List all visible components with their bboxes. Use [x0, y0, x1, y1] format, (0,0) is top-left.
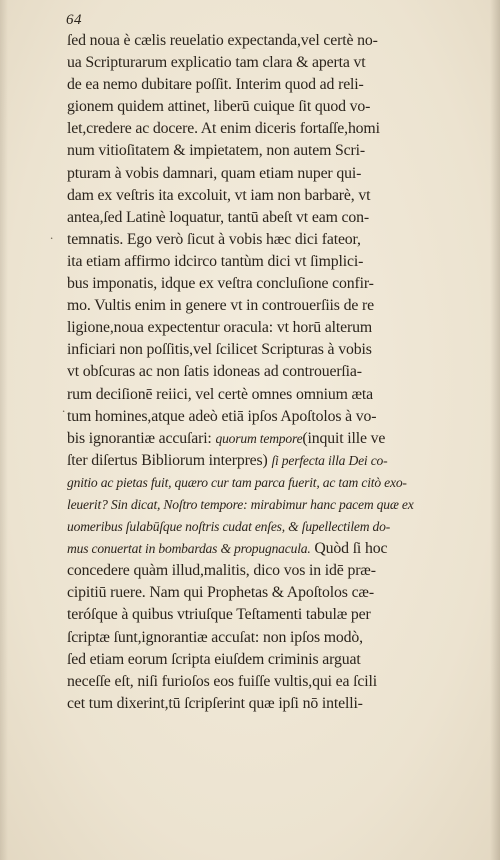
- text-segment: de ea nemo dubitare poſſit. Interim quod ad reli-: [67, 76, 364, 94]
- text-line: [67, 140, 497, 162]
- text-segment: concedere quàm illud,malitis, dico vos in idē præ-: [67, 562, 376, 580]
- text-line: [67, 317, 497, 339]
- text-line: [67, 251, 497, 273]
- text-line: [67, 273, 497, 295]
- text-line: [67, 604, 497, 626]
- text-segment: dam ex veſtris ita excoluit, vt iam non barbarè, vt: [67, 186, 371, 204]
- text-segment: tum homines,atque adeò etiā ipſos Apoſtolos à vo-: [67, 407, 377, 425]
- text-segment: cet tum dixerint,tū ſcripſerint quæ ipſi nō intelli-: [67, 694, 363, 712]
- page-number: 64: [66, 12, 82, 28]
- text-line: [67, 406, 497, 428]
- text-line: [67, 450, 497, 472]
- text-line: [67, 163, 497, 185]
- text-line: [67, 627, 497, 649]
- text-segment: bis ignorantiæ accuſari:: [67, 429, 216, 447]
- text-segment: temnatis. Ego verò ſicut à vobis hæc dici fateor,: [67, 230, 361, 248]
- text-segment: (inquit ille ve: [302, 429, 386, 447]
- text-segment: antea,ſed Latinè loquatur, tantū abeſt vt eam con-: [67, 208, 369, 226]
- text-segment: rum deciſionē reiici, vel certè omnes omnium æta: [67, 385, 374, 403]
- text-segment: neceſſe eſt, niſi furioſos eos fuiſſe vultis,qui ea ſcili: [67, 672, 377, 690]
- text-segment: ſcriptæ ſunt,ignorantiæ accuſat: non ipſos modò,: [67, 628, 363, 646]
- text-line: [67, 229, 497, 251]
- text-segment: pturam à vobis damnari, quam etiam nuper qui-: [67, 164, 362, 182]
- text-segment: num vitioſitatem & impietatem, non autem Scri-: [67, 142, 366, 160]
- body-text: [67, 30, 497, 715]
- text-line: [67, 671, 497, 693]
- text-line: [67, 118, 497, 140]
- text-line: [67, 30, 497, 52]
- text-line: [67, 295, 497, 317]
- text-segment: ita etiam affirmo idcirco tantùm dici vt ſimplici-: [67, 252, 364, 270]
- text-line: [67, 516, 497, 538]
- text-line: [67, 582, 497, 604]
- text-line: [67, 74, 497, 96]
- text-segment: Quòd ſi hoc: [310, 540, 388, 558]
- text-line: [67, 538, 497, 560]
- margin-mark: .: [62, 400, 66, 415]
- text-segment: bus imponatis, idque ex veſtra concluſione confir-: [67, 275, 374, 293]
- page-gutter-shadow: [0, 0, 8, 860]
- text-line: [67, 185, 497, 207]
- italic-quote-segment: mus conuertat in bombardas & propugnacula.: [67, 541, 311, 557]
- text-line: [67, 560, 497, 582]
- text-segment: ſed noua è cælis reuelatio expectanda,vel certè no-: [67, 32, 378, 49]
- text-segment: teróſque à quibus vtriuſque Teſtamenti tabulæ per: [67, 606, 371, 624]
- italic-quote-segment: ſi perfecta illa Dei co-: [271, 452, 388, 468]
- text-line: [67, 361, 497, 383]
- text-segment: ſed etiam eorum ſcripta eiuſdem criminis arguat: [67, 650, 361, 668]
- text-line: [67, 472, 497, 494]
- italic-quote-segment: gnitio ac pietas fuit, quæro cur tam parca fuerit, ac tam citò exo-: [67, 474, 407, 490]
- text-line: [67, 649, 497, 671]
- text-line: [67, 428, 497, 450]
- text-line: [67, 693, 497, 715]
- text-segment: inficiari non poſſitis,vel ſcilicet Scripturas à vobis: [67, 341, 372, 359]
- text-segment: ua Scripturarum explicatio tam clara & aperta vt: [67, 54, 366, 72]
- text-segment: ligione,noua expectentur oracula: vt horū alterum: [67, 319, 372, 337]
- italic-quote-segment: quorum tempore: [215, 430, 303, 446]
- italic-quote-segment: leuerit? Sin dicat, Noſtro tempore: mirabimur hanc pacem quæ ex: [67, 496, 414, 512]
- text-line: [67, 384, 497, 406]
- text-line: [67, 96, 497, 118]
- text-line: [67, 339, 497, 361]
- margin-mark: .: [50, 227, 54, 242]
- text-line: [67, 207, 497, 229]
- text-line: [67, 52, 497, 74]
- text-line: [67, 494, 497, 516]
- text-segment: cipitiū ruere. Nam qui Prophetas & Apoſtolos cæ-: [67, 584, 374, 602]
- italic-quote-segment: uomeribus ſulabūſque noſtris cudat enſes, & ſupellectilem do-: [67, 519, 391, 535]
- text-segment: gionem quidem attinet, liberū cuique ſit quod vo-: [67, 98, 371, 116]
- text-segment: let,credere ac docere. At enim diceris fortaſſe,homi: [67, 120, 380, 138]
- text-segment: mo. Vultis enim in genere vt in controuerſiis de re: [67, 297, 374, 315]
- text-segment: ſter diſertus Bibliorum interpres): [67, 451, 272, 469]
- text-segment: vt obſcuras ac non ſatis idoneas ad controuerſia-: [67, 363, 362, 381]
